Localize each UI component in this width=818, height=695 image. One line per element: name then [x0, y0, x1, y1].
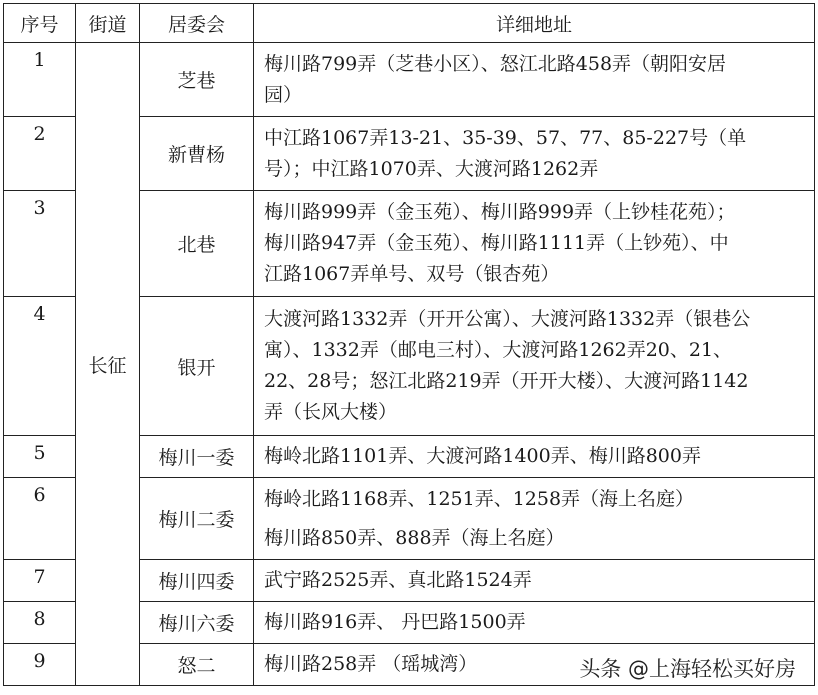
committee-cell: 梅川六委: [140, 602, 254, 644]
address-line: 梅岭北路1168弄、1251弄、1258弄（海上名庭）: [264, 487, 695, 510]
address-line: 梅川路799弄（芝巷小区）、怒江北路458弄（朝阳安居: [264, 52, 727, 75]
address-line: 园）: [264, 83, 303, 106]
address-line: 江路1067弄单号、双号（银杏苑）: [264, 263, 560, 285]
address-line: 梅川路258弄 （瑶城湾）: [264, 653, 478, 675]
address-line: 梅川路850弄、888弄（海上名庭）: [264, 526, 565, 549]
table-row: [4, 43, 815, 117]
row-number: 5: [4, 436, 76, 478]
address-line: 梅岭北路1101弄、大渡河路1400弄、梅川路800弄: [264, 445, 701, 467]
row-number: 3: [4, 191, 76, 297]
header-street: 街道: [76, 4, 140, 43]
address-cell: [254, 297, 815, 436]
committee-cell: 新曹杨: [140, 117, 254, 191]
committee-cell: 怒二: [140, 644, 254, 686]
address-cell: [254, 560, 815, 602]
address-line: 大渡河路1332弄（开开公寓）、大渡河路1332弄（银巷公: [264, 308, 751, 330]
committee-cell: 梅川二委: [140, 478, 254, 560]
row-number: 9: [4, 644, 76, 686]
row-number: 2: [4, 117, 76, 191]
address-line: 武宁路2525弄、真北路1524弄: [264, 569, 532, 591]
header-row: [4, 4, 815, 43]
committee-cell: 梅川四委: [140, 560, 254, 602]
address-line: 梅川路947弄（金玉苑）、梅川路1111弄（上钞苑）、中: [264, 232, 729, 254]
committee-cell: 北巷: [140, 191, 254, 297]
row-number: 1: [4, 43, 76, 117]
row-number: 6: [4, 478, 76, 560]
address-line: 梅川路999弄（金玉苑）、梅川路999弄（上钞桂花苑）；: [264, 201, 736, 223]
address-cell: [254, 436, 815, 478]
address-line: 中江路1067弄13-21、35-39、57、77、85-227号（单: [264, 126, 747, 149]
address-line: 弄（长风大楼）: [264, 401, 398, 423]
header-committee: 居委会: [140, 4, 254, 43]
committee-cell: 银开: [140, 297, 254, 436]
row-number: 7: [4, 560, 76, 602]
header-address: 详细地址: [254, 4, 815, 43]
address-cell: [254, 117, 815, 191]
address-line: 号）；中江路1070弄、大渡河路1262弄: [264, 157, 599, 180]
committee-cell: 梅川一委: [140, 436, 254, 478]
address-cell: [254, 478, 815, 560]
header-no: 序号: [4, 4, 76, 43]
address-cell: [254, 602, 815, 644]
address-table: [3, 3, 815, 686]
committee-cell: 芝巷: [140, 43, 254, 117]
row-number: 8: [4, 602, 76, 644]
address-line: 梅川路916弄、 丹巴路1500弄: [264, 611, 526, 633]
watermark: 头条 @上海轻松买好房: [575, 653, 800, 683]
address-cell: [254, 191, 815, 297]
address-line: 寓）、1332弄（邮电三村）、大渡河路1262弄20、21、: [264, 339, 733, 361]
street-cell: 长征: [76, 43, 140, 686]
address-line: 22、28号；怒江北路219弄（开开大楼）、大渡河路1142: [264, 370, 749, 392]
address-cell: [254, 43, 815, 117]
row-number: 4: [4, 297, 76, 436]
